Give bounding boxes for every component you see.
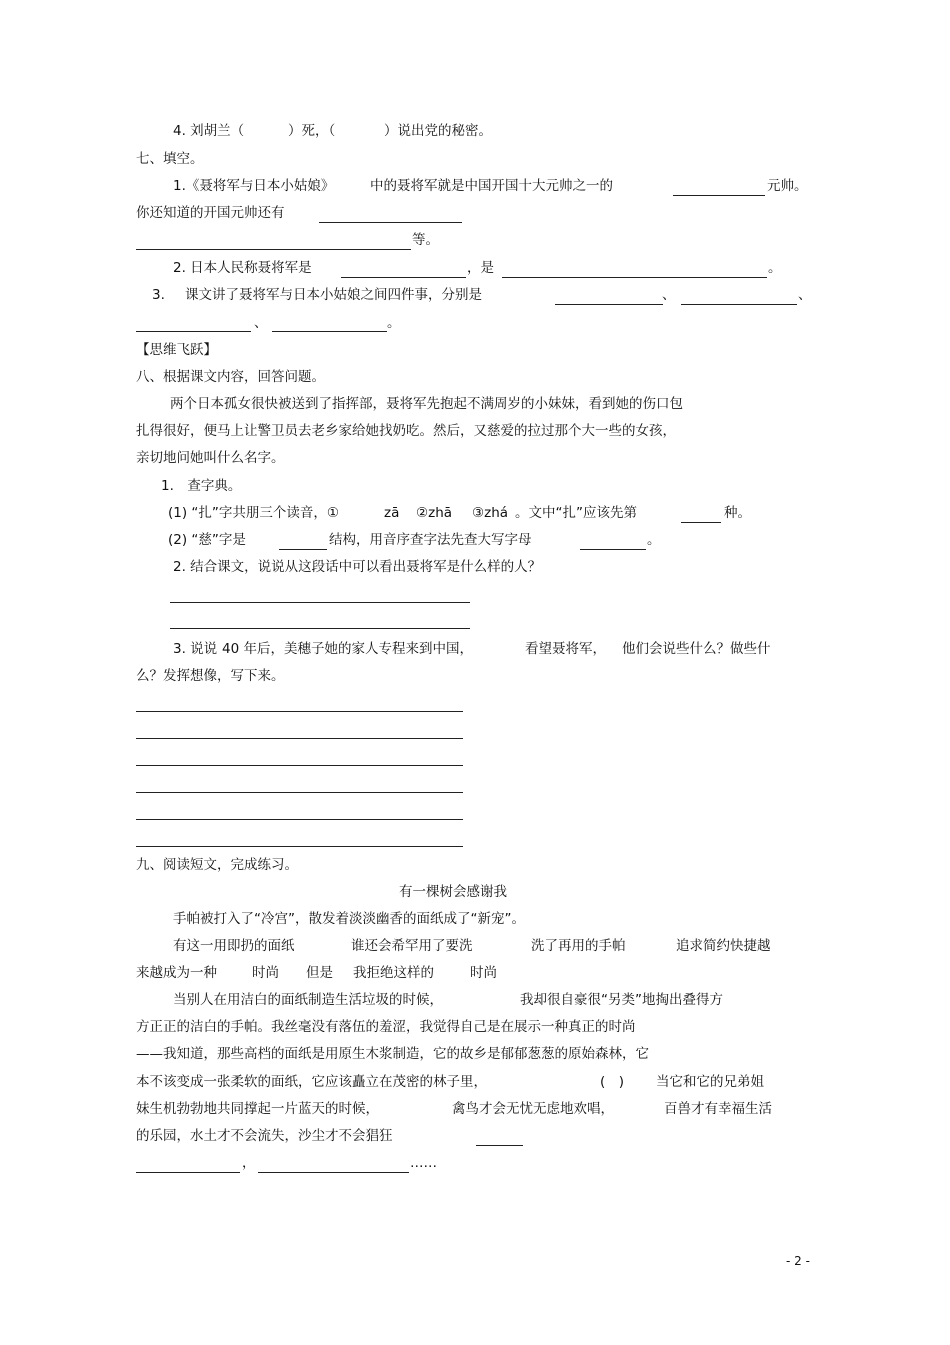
q7-item2-blank-2[interactable] <box>502 277 767 278</box>
q8-sub3-answer-line-1[interactable] <box>136 711 463 712</box>
q7-item3-sep-3: 、 <box>254 315 268 331</box>
q9-line-3-a: 来越成为一种 <box>136 965 217 981</box>
q9-line-3-e: 时尚 <box>470 965 497 981</box>
q8-sub3-answer-line-5[interactable] <box>136 819 463 820</box>
q8-sub1-title: 1. 查字典。 <box>161 478 242 494</box>
q9-line-2-d: 追求简约快捷越 <box>676 938 771 954</box>
q8-sub3-answer-line-3[interactable] <box>136 765 463 766</box>
q9-line-3-c: 但是 <box>306 965 333 981</box>
q8-sub3-answer-line-6[interactable] <box>136 846 463 847</box>
q8-sub2: 2. 结合课文，说说从这段话中可以看出聂将军是什么样的人？ <box>173 559 542 575</box>
q8-sub1-p1-c: ②zhā <box>416 505 453 521</box>
q9-line-3-d: 我拒绝这样的 <box>353 965 434 981</box>
q9-line-10-dots: …… <box>410 1155 437 1171</box>
q7-item2-c: 。 <box>768 260 782 276</box>
q8-sub3-e: 么？发挥想像，写下来。 <box>136 668 285 684</box>
q8-sub1-p1-b: zā <box>384 505 400 521</box>
q9-line-4-a: 当别人在用洁白的面纸制造生活垃圾的时候， <box>173 992 443 1008</box>
q8-sub1-p2-c: 。 <box>647 532 661 548</box>
q7-item3-blank-3[interactable] <box>136 331 251 332</box>
q9-line-2-c: 洗了再用的手帕 <box>531 938 626 954</box>
q8-sub1-p2-b: 结构，用音序查字法先查大写字母 <box>329 532 532 548</box>
q6-item4-b: ）死，（ <box>288 123 336 139</box>
q8-sub1-p1-d: ③zhá <box>472 505 509 521</box>
q8-sub3-answer-line-2[interactable] <box>136 738 463 739</box>
q9-line-10-blank-2[interactable] <box>258 1172 409 1173</box>
q7-item1-b: 中的聂将军就是中国开国十大元帅之一的 <box>370 178 613 194</box>
section-title: 【思维飞跃】 <box>136 342 217 358</box>
q7-item3-blank-2[interactable] <box>681 304 797 305</box>
q7-item3-sep-1: 、 <box>662 287 676 303</box>
q9-line-8-c: 百兽才有幸福生活 <box>664 1101 772 1117</box>
q7-item1-blank-2[interactable] <box>319 222 462 223</box>
q6-item4-a: 4. 刘胡兰（ <box>173 123 245 139</box>
q9-line-8-b: 禽鸟才会无忧无虑地欢唱， <box>452 1101 614 1117</box>
q6-item4-c: ）说出党的秘密。 <box>384 123 492 139</box>
q9-line-7-a: 本不该变成一张柔软的面纸，它应该矗立在茂密的林子里， <box>136 1074 487 1090</box>
q8-sub3-d: 他们会说些什么？做些什 <box>622 641 771 657</box>
q8-sub2-answer-line-1[interactable] <box>170 602 470 603</box>
q9-line-3-b: 时尚 <box>252 965 279 981</box>
q7-item1-c: 元帅。 <box>767 178 808 194</box>
q9-line-10-blank-1[interactable] <box>136 1172 240 1173</box>
q8-sub1-p2-blank-1[interactable] <box>279 549 327 550</box>
q8-sub3-c: 看望聂将军， <box>525 641 606 657</box>
q7-item3-blank-1[interactable] <box>555 304 663 305</box>
q9-heading: 九、阅读短文，完成练习。 <box>136 857 298 873</box>
q8-sub2-answer-line-2[interactable] <box>170 628 470 629</box>
q9-line-7-blank[interactable]: ( ) <box>600 1074 625 1090</box>
q7-item3-a: 课文讲了聂将军与日本小姑娘之间四件事，分别是 <box>185 287 482 303</box>
q9-line-4-b: 我却很自豪很“另类”地掏出叠得方 <box>520 992 723 1008</box>
q8-sub3-a: 3. 说说 <box>173 641 218 657</box>
q8-passage-line-2: 扎得很好，便马上让警卫员去老乡家给她找奶吃。然后，又慈爱的拉过那个大一些的女孩， <box>136 423 676 439</box>
q8-passage-line-1: 两个日本孤女很快被送到了指挥部，聂将军先抱起不满周岁的小妹妹，看到她的伤口包 <box>170 396 683 412</box>
q9-line-2-b: 谁还会希罕用了要洗 <box>351 938 473 954</box>
q8-passage-line-3: 亲切地问她叫什么名字。 <box>136 450 285 466</box>
q8-sub3-answer-line-4[interactable] <box>136 792 463 793</box>
q8-sub1-p1-e: 。文中“扎”应该先第 <box>515 505 637 521</box>
q7-item3-blank-4[interactable] <box>272 331 387 332</box>
q9-line-9-blank[interactable] <box>476 1145 523 1146</box>
q7-item1-e: 等。 <box>412 232 439 248</box>
q7-item1-a: 1.《聂将军与日本小姑娘》 <box>173 178 335 194</box>
q8-heading: 八、根据课文内容，回答问题。 <box>136 369 325 385</box>
q7-item2-a: 2. 日本人民称聂将军是 <box>173 260 312 276</box>
q7-item1-blank-1[interactable] <box>673 195 765 196</box>
q8-sub1-p2-blank-2[interactable] <box>580 549 646 550</box>
q9-title: 有一棵树会感谢我 <box>399 884 507 900</box>
q8-sub1-p1-blank[interactable] <box>681 522 721 523</box>
q7-item1-d: 你还知道的开国元帅还有 <box>136 205 285 221</box>
q9-line-6: ——我知道，那些高档的面纸是用原生木浆制造，它的故乡是郁郁葱葱的原始森林，它 <box>136 1046 649 1062</box>
q8-sub1-p2-a: (2) “慈”字是 <box>168 532 246 548</box>
q9-line-1: 手帕被打入了“冷宫”，散发着淡淡幽香的面纸成了“新宠”。 <box>173 911 525 927</box>
q7-item3-num: 3. <box>152 287 165 303</box>
q9-line-8-a: 妹生机勃勃地共同撑起一片蓝天的时候， <box>136 1101 379 1117</box>
q7-item2-b: ，是 <box>467 260 494 276</box>
q9-line-5: 方正正的洁白的手帕。我丝毫没有落伍的羞涩，我觉得自己是在展示一种真正的时尚 <box>136 1019 636 1035</box>
q7-item3-sep-2: 、 <box>798 287 812 303</box>
q7-item2-blank-1[interactable] <box>341 277 466 278</box>
q9-line-10-comma: ， <box>242 1155 256 1171</box>
q8-sub1-p1-a: (1) “扎”字共朋三个读音，① <box>168 505 340 521</box>
page-number: - 2 - <box>786 1254 810 1268</box>
q9-line-7-c: 当它和它的兄弟姐 <box>656 1074 764 1090</box>
q8-sub3-b: 40 年后，美穗子她的家人专程来到中国， <box>222 641 473 657</box>
q7-item3-end: 。 <box>387 315 401 331</box>
q9-line-9-a: 的乐园，水土才不会流失，沙尘才不会猖狂 <box>136 1128 393 1144</box>
q7-heading: 七、填空。 <box>136 151 204 167</box>
q9-line-2-a: 有这一用即扔的面纸 <box>173 938 295 954</box>
q7-item1-blank-3[interactable] <box>136 249 411 250</box>
q8-sub1-p1-f: 种。 <box>724 505 751 521</box>
